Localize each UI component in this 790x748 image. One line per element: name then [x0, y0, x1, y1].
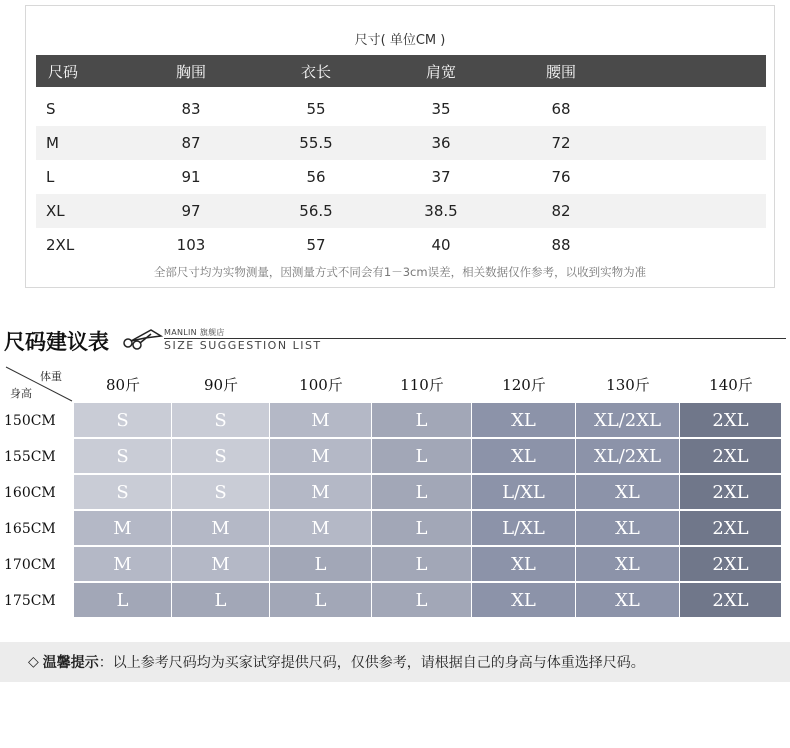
tip-bar — [0, 642, 790, 682]
size-cell: L — [372, 547, 472, 582]
weight-header: 100斤 — [299, 375, 343, 394]
header-size: 尺码 — [48, 62, 79, 81]
measurement-note: 全部尺寸均为实物测量，因测量方式不同会有1－3cm误差，相关数据仅作参考，以收到实物为准 — [153, 265, 647, 279]
size-cell: XL — [576, 475, 680, 510]
cell-length: 55.5 — [299, 134, 333, 152]
height-label: 175CM — [4, 593, 56, 609]
suggestion-title: 尺码建议表 — [4, 330, 109, 354]
size-grid-row — [4, 403, 786, 439]
measurement-title: 尺寸( 单位CM ) — [354, 33, 446, 48]
cell-shoulder: 38.5 — [424, 202, 458, 220]
size-cell: XL — [472, 439, 576, 474]
cell-size: S — [46, 100, 56, 118]
cell-chest: 91 — [181, 168, 201, 186]
brand-label: MANLIN 旗舰店 — [164, 328, 225, 337]
size-cell: XL — [472, 583, 576, 618]
size-cell: S — [74, 439, 172, 474]
weight-header: 90斤 — [203, 375, 239, 394]
cell-shoulder: 36 — [431, 134, 451, 152]
measurement-row — [36, 228, 766, 262]
measurement-row — [36, 126, 766, 160]
header-chest: 胸围 — [175, 62, 206, 81]
size-cell: 2XL — [680, 475, 782, 510]
size-cell: L — [372, 583, 472, 618]
weight-header: 80斤 — [105, 375, 141, 394]
cell-shoulder: 40 — [431, 236, 451, 254]
cell-length: 56 — [306, 168, 326, 186]
header-shoulder: 肩宽 — [425, 62, 456, 81]
size-cell: M — [172, 511, 270, 546]
suggestion-subtitle: SIZE SUGGESTION LIST — [164, 339, 322, 352]
size-grid-row — [4, 583, 786, 619]
cell-length: 55 — [306, 100, 326, 118]
weight-header: 120斤 — [502, 375, 546, 394]
cell-waist: 82 — [551, 202, 571, 220]
size-cell: L/XL — [472, 475, 576, 510]
size-cell: 2XL — [680, 583, 782, 618]
size-cell: M — [74, 511, 172, 546]
size-cell: L — [270, 547, 372, 582]
cell-length: 57 — [306, 236, 326, 254]
cell-size: M — [46, 134, 59, 152]
measurement-header-row — [36, 55, 766, 87]
size-cell: M — [74, 547, 172, 582]
suggestion-heading — [4, 322, 786, 356]
grid-corner — [4, 365, 74, 403]
size-grid-row — [4, 511, 786, 547]
size-cell: XL — [472, 547, 576, 582]
header-length: 衣长 — [300, 62, 331, 81]
cell-size: 2XL — [46, 236, 75, 254]
weight-header: 110斤 — [400, 375, 444, 394]
size-cell: L — [372, 439, 472, 474]
cell-length: 56.5 — [299, 202, 333, 220]
size-cell: M — [270, 511, 372, 546]
cell-waist: 68 — [551, 100, 571, 118]
size-cell: S — [172, 403, 270, 438]
size-grid — [4, 403, 786, 619]
size-cell: 2XL — [680, 547, 782, 582]
cell-chest: 87 — [181, 134, 201, 152]
size-cell: 2XL — [680, 511, 782, 546]
cell-waist: 88 — [551, 236, 571, 254]
measurement-rows — [36, 92, 766, 262]
cell-shoulder: 37 — [431, 168, 451, 186]
cell-shoulder: 35 — [431, 100, 451, 118]
size-cell: M — [172, 547, 270, 582]
size-cell: M — [270, 403, 372, 438]
weight-header: 130斤 — [606, 375, 650, 394]
size-cell: S — [74, 403, 172, 438]
size-cell: XL/2XL — [576, 403, 680, 438]
tip-label: 温馨提示 — [42, 655, 99, 671]
measurement-row — [36, 92, 766, 126]
size-cell: XL — [576, 583, 680, 618]
size-cell: L — [372, 511, 472, 546]
size-cell: L — [270, 583, 372, 618]
height-label: 165CM — [4, 521, 56, 537]
size-cell: M — [270, 475, 372, 510]
size-cell: M — [270, 439, 372, 474]
size-cell: 2XL — [680, 403, 782, 438]
size-cell: 2XL — [680, 439, 782, 474]
cell-chest: 83 — [181, 100, 201, 118]
height-label: 170CM — [4, 557, 56, 573]
cell-waist: 72 — [551, 134, 571, 152]
size-cell: L — [372, 475, 472, 510]
size-grid-row — [4, 547, 786, 583]
measurement-table — [25, 5, 775, 288]
cell-size: XL — [46, 202, 65, 220]
measurement-row — [36, 194, 766, 228]
cell-chest: 103 — [176, 236, 206, 254]
size-cell: S — [172, 475, 270, 510]
scissors-icon — [121, 326, 163, 350]
cell-waist: 76 — [551, 168, 571, 186]
size-cell: S — [74, 475, 172, 510]
diamond-outline-icon: ◇ — [28, 654, 39, 670]
weight-header: 140斤 — [709, 375, 753, 394]
size-cell: XL — [576, 511, 680, 546]
size-grid-header — [4, 365, 786, 403]
size-cell: L — [372, 403, 472, 438]
size-cell: XL — [472, 403, 576, 438]
header-waist: 腰围 — [545, 62, 576, 81]
height-label: 150CM — [4, 413, 56, 429]
size-grid-row — [4, 439, 786, 475]
corner-height-label: 身高 — [10, 387, 32, 400]
size-cell: S — [172, 439, 270, 474]
cell-chest: 97 — [181, 202, 201, 220]
measurement-row — [36, 160, 766, 194]
cell-size: L — [46, 168, 55, 186]
corner-weight-label: 体重 — [40, 370, 62, 383]
tip-text: ：以上参考尺码均为买家试穿提供尺码，仅供参考，请根据自己的身高与体重选择尺码。 — [98, 655, 645, 671]
size-cell: L — [74, 583, 172, 618]
size-cell: L — [172, 583, 270, 618]
size-grid-row — [4, 475, 786, 511]
height-label: 160CM — [4, 485, 56, 501]
size-cell: XL/2XL — [576, 439, 680, 474]
height-label: 155CM — [4, 449, 56, 465]
size-cell: XL — [576, 547, 680, 582]
size-cell: L/XL — [472, 511, 576, 546]
